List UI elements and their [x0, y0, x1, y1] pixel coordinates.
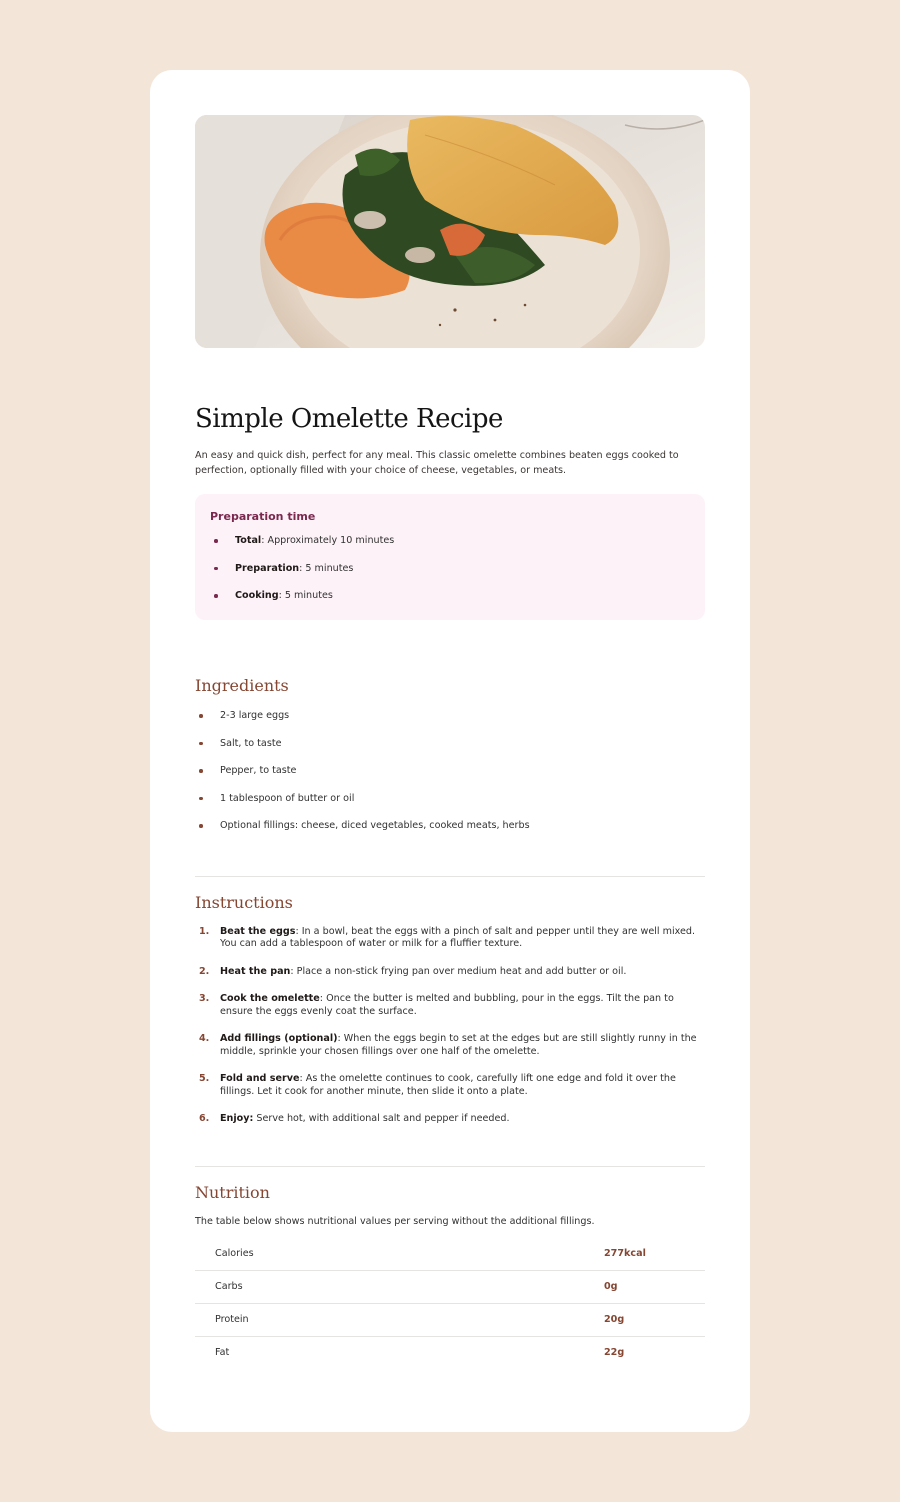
list-item — [195, 966, 705, 979]
list-item: Optional fillings: cheese, diced vegetables, cooked meats, herbs — [195, 819, 705, 847]
table-cell-value: 22g — [604, 1347, 625, 1358]
instructions-section — [195, 893, 705, 1126]
recipe-card — [150, 70, 750, 1432]
table-cell-value: 277kcal — [604, 1238, 705, 1271]
nutrition-section — [195, 1183, 705, 1369]
list-item-label: Cook the omelette — [220, 993, 320, 1004]
table-cell-name: Carbs — [195, 1270, 604, 1303]
table-cell-name: Calories — [195, 1238, 604, 1271]
list-item-label: Beat the eggs — [220, 925, 296, 937]
list-item-text: : Place a non-stick frying pan over medium heat and add butter or oil. — [290, 965, 627, 977]
list-item-number: 5. — [199, 1073, 210, 1084]
preparation-time-box — [195, 494, 705, 620]
omelette-photo — [195, 115, 705, 348]
recipe-intro: An easy and quick dish, perfect for any meal. This classic omelette combines beaten eggs cooked to perfection, optionally filled with your choice of cheese, vegetables, or meats. — [195, 450, 679, 476]
instructions-heading: Instructions — [195, 892, 293, 912]
list-item — [195, 926, 705, 951]
recipe-title: Simple Omelette Recipe — [195, 404, 503, 434]
table-row — [195, 1336, 705, 1369]
list-item-number: 6. — [199, 1113, 210, 1124]
list-item-text: : Once the butter is melted and bubbling, pour in the eggs. Tilt the pan to ensure the eggs evenly coat the surface. — [220, 993, 674, 1017]
list-item-label: Add fillings (optional) — [220, 1033, 338, 1044]
list-item-text: : 5 minutes — [278, 590, 333, 601]
preparation-time-list — [210, 534, 690, 617]
table-cell-value: 20g — [604, 1303, 705, 1336]
list-item-number: 1. — [199, 925, 210, 937]
table-cell-name: Fat — [215, 1347, 230, 1358]
list-item — [195, 1033, 705, 1058]
instructions-list — [195, 926, 705, 1126]
ingredients-heading: Ingredients — [195, 676, 289, 695]
list-item-text: Serve hot, with additional salt and pepper if needed. — [253, 1113, 510, 1124]
nutrition-description: The table below shows nutritional values per serving without the additional fillings. — [195, 1215, 595, 1227]
list-item-text: : 5 minutes — [299, 562, 354, 574]
divider — [195, 876, 705, 877]
list-item — [195, 1113, 705, 1126]
list-item — [210, 534, 690, 562]
list-item-label: Cooking — [235, 590, 279, 601]
table-row — [195, 1303, 705, 1336]
list-item — [195, 1073, 705, 1098]
table-cell-name: Protein — [195, 1303, 604, 1336]
list-item-number: 3. — [199, 993, 210, 1004]
preparation-time-heading: Preparation time — [210, 510, 316, 523]
list-item-label: Enjoy: — [220, 1113, 254, 1124]
list-item-number: 2. — [199, 965, 210, 977]
table-cell-value: 0g — [604, 1270, 705, 1303]
list-item-label: Total — [235, 535, 262, 546]
list-item-text: : As the omelette continues to cook, carefully lift one edge and fold it over the fillings. Let it cook for another minute, then slide it onto a plate. — [220, 1073, 676, 1097]
list-item-text: : In a bowl, beat the eggs with a pinch of salt and pepper until they are well mixed. You can add a tablespoon of water or milk for a fluffier texture. — [220, 925, 696, 949]
list-item-text: : When the eggs begin to set at the edges but are still slightly runny in the middle, sprinkle your chosen fillings over one half of the omelette. — [220, 1033, 697, 1057]
list-item-label: Fold and serve — [220, 1073, 300, 1084]
list-item: Pepper, to taste — [195, 764, 705, 792]
nutrition-table — [195, 1238, 705, 1369]
list-item-label: Preparation — [235, 562, 300, 574]
table-row — [195, 1270, 705, 1303]
list-item — [210, 589, 690, 617]
list-item — [195, 993, 705, 1018]
list-item — [210, 562, 690, 590]
ingredients-section — [195, 676, 705, 847]
nutrition-heading: Nutrition — [195, 1182, 270, 1202]
ingredients-list — [195, 709, 705, 847]
list-item-number: 4. — [199, 1033, 210, 1044]
table-row — [195, 1238, 705, 1271]
divider — [195, 1166, 705, 1167]
list-item-text: : Approximately 10 minutes — [261, 535, 395, 546]
list-item: 2-3 large eggs — [195, 709, 705, 737]
list-item: 1 tablespoon of butter or oil — [195, 792, 705, 820]
list-item-label: Heat the pan — [220, 965, 291, 977]
list-item: Salt, to taste — [195, 737, 705, 765]
